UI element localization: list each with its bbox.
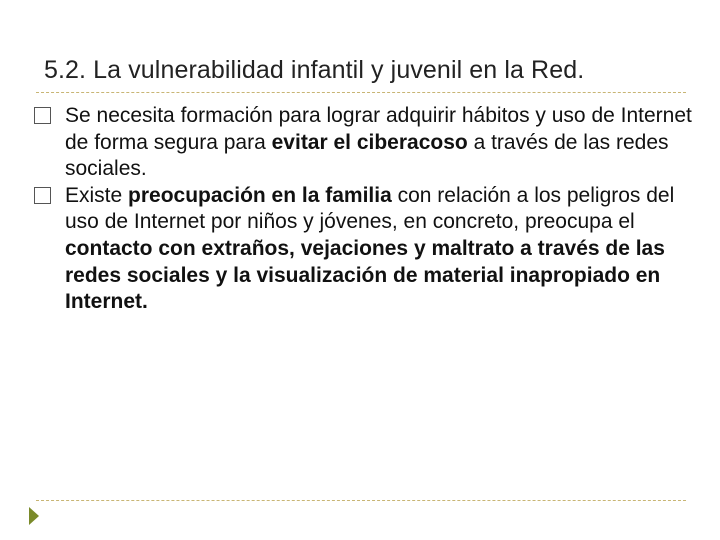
bullet-2-bold-1: preocupación en la familia — [128, 183, 392, 207]
footer-divider — [36, 500, 686, 501]
bullet-list — [34, 103, 694, 316]
bullet-1-text-2: a través de las redes sociales. — [65, 130, 669, 181]
square-bullet-icon — [34, 107, 51, 124]
bullet-item-1 — [34, 103, 694, 183]
bullet-item-2 — [34, 183, 694, 316]
bullet-1-text-1: Se necesita formación para lograr adquirir hábitos y uso de Internet de forma segura para — [65, 104, 692, 154]
bullet-2-text-2: con relación a los peligros del uso de Internet por niños y jóvenes, en concreto, preocupa el — [65, 183, 675, 234]
bullet-2-bold-2: contacto con extraños, vejaciones y maltrato a través de las redes sociales y la visualización de material inapropiado en Internet. — [65, 236, 665, 314]
bullet-2-text-1: Existe — [65, 183, 129, 207]
next-slide-arrow-icon[interactable] — [29, 507, 39, 525]
square-bullet-icon — [34, 187, 51, 204]
bullet-1-bold-1: evitar el ciberacoso — [271, 130, 468, 154]
title-divider — [36, 92, 686, 93]
slide-title: 5.2. La vulnerabilidad infantil y juvenil en la Red. — [44, 56, 585, 84]
